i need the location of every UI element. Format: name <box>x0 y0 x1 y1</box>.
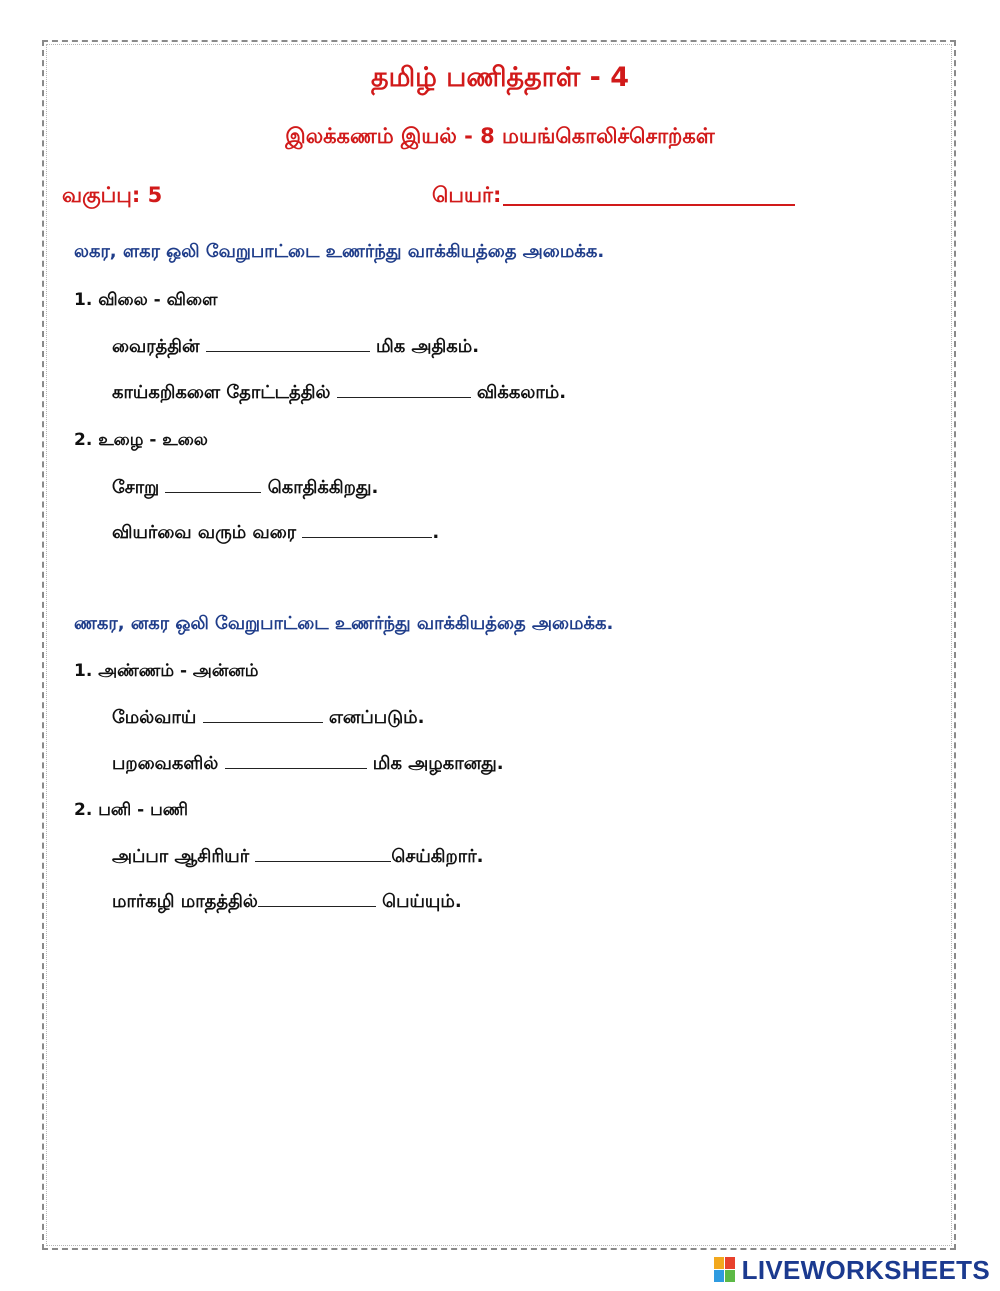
answer-blank[interactable] <box>255 860 391 862</box>
section2-q1-sentence2: பறவைகளில் மிக அழகானது. <box>112 753 504 774</box>
page-border <box>42 40 956 1250</box>
answer-blank[interactable] <box>258 905 376 907</box>
worksheet-title: தமிழ் பணித்தாள் - 4 <box>371 62 629 93</box>
section2-q2-sentence1: அப்பா ஆசிரியர் செய்கிறார். <box>112 846 484 867</box>
section2-q2-heading: 2. பனி - பணி <box>74 800 189 820</box>
liveworksheets-logo <box>714 1255 990 1286</box>
liveworksheets-blocks-icon <box>714 1257 736 1283</box>
section1-q1-heading: 1. விலை - விளை <box>74 290 218 310</box>
brand-text: LIVEWORKSHEETS <box>741 1255 990 1285</box>
name-label: பெயர்: <box>432 183 502 207</box>
class-label: வகுப்பு: 5 <box>62 183 163 207</box>
section2-instruction: ணகர, னகர ஒலி வேறுபாட்டை உணர்ந்து வாக்கியத்தை அமைக்க. <box>74 613 614 634</box>
section1-q2-sentence1: சோறு கொதிக்கிறது. <box>112 477 379 498</box>
answer-blank[interactable] <box>337 396 471 398</box>
section1-q1-sentence2: காய்கறிகளை தோட்டத்தில் விக்கலாம். <box>112 382 567 403</box>
name-blank[interactable] <box>503 204 795 206</box>
worksheet-subtitle: இலக்கணம் இயல் - 8 மயங்கொலிச்சொற்கள் <box>285 124 715 148</box>
section1-instruction: லகர, ளகர ஒலி வேறுபாட்டை உணர்ந்து வாக்கியத்தை அமைக்க. <box>74 241 605 262</box>
section2-q1-heading: 1. அண்ணம் - அன்னம் <box>74 661 259 681</box>
section2-q2-sentence2: மார்கழி மாதத்தில் பெய்யும். <box>112 891 462 912</box>
answer-blank[interactable] <box>203 721 323 723</box>
section2-q1-sentence1: மேல்வாய் எனப்படும். <box>112 707 425 728</box>
answer-blank[interactable] <box>165 491 261 493</box>
section1-q2-heading: 2. உழை - உலை <box>74 430 208 450</box>
answer-blank[interactable] <box>225 767 367 769</box>
answer-blank[interactable] <box>302 536 432 538</box>
section1-q2-sentence2: வியர்வை வரும் வரை . <box>112 522 440 543</box>
answer-blank[interactable] <box>206 350 370 352</box>
section1-q1-sentence1: வைரத்தின் மிக அதிகம். <box>112 336 480 357</box>
name-field <box>432 183 795 210</box>
